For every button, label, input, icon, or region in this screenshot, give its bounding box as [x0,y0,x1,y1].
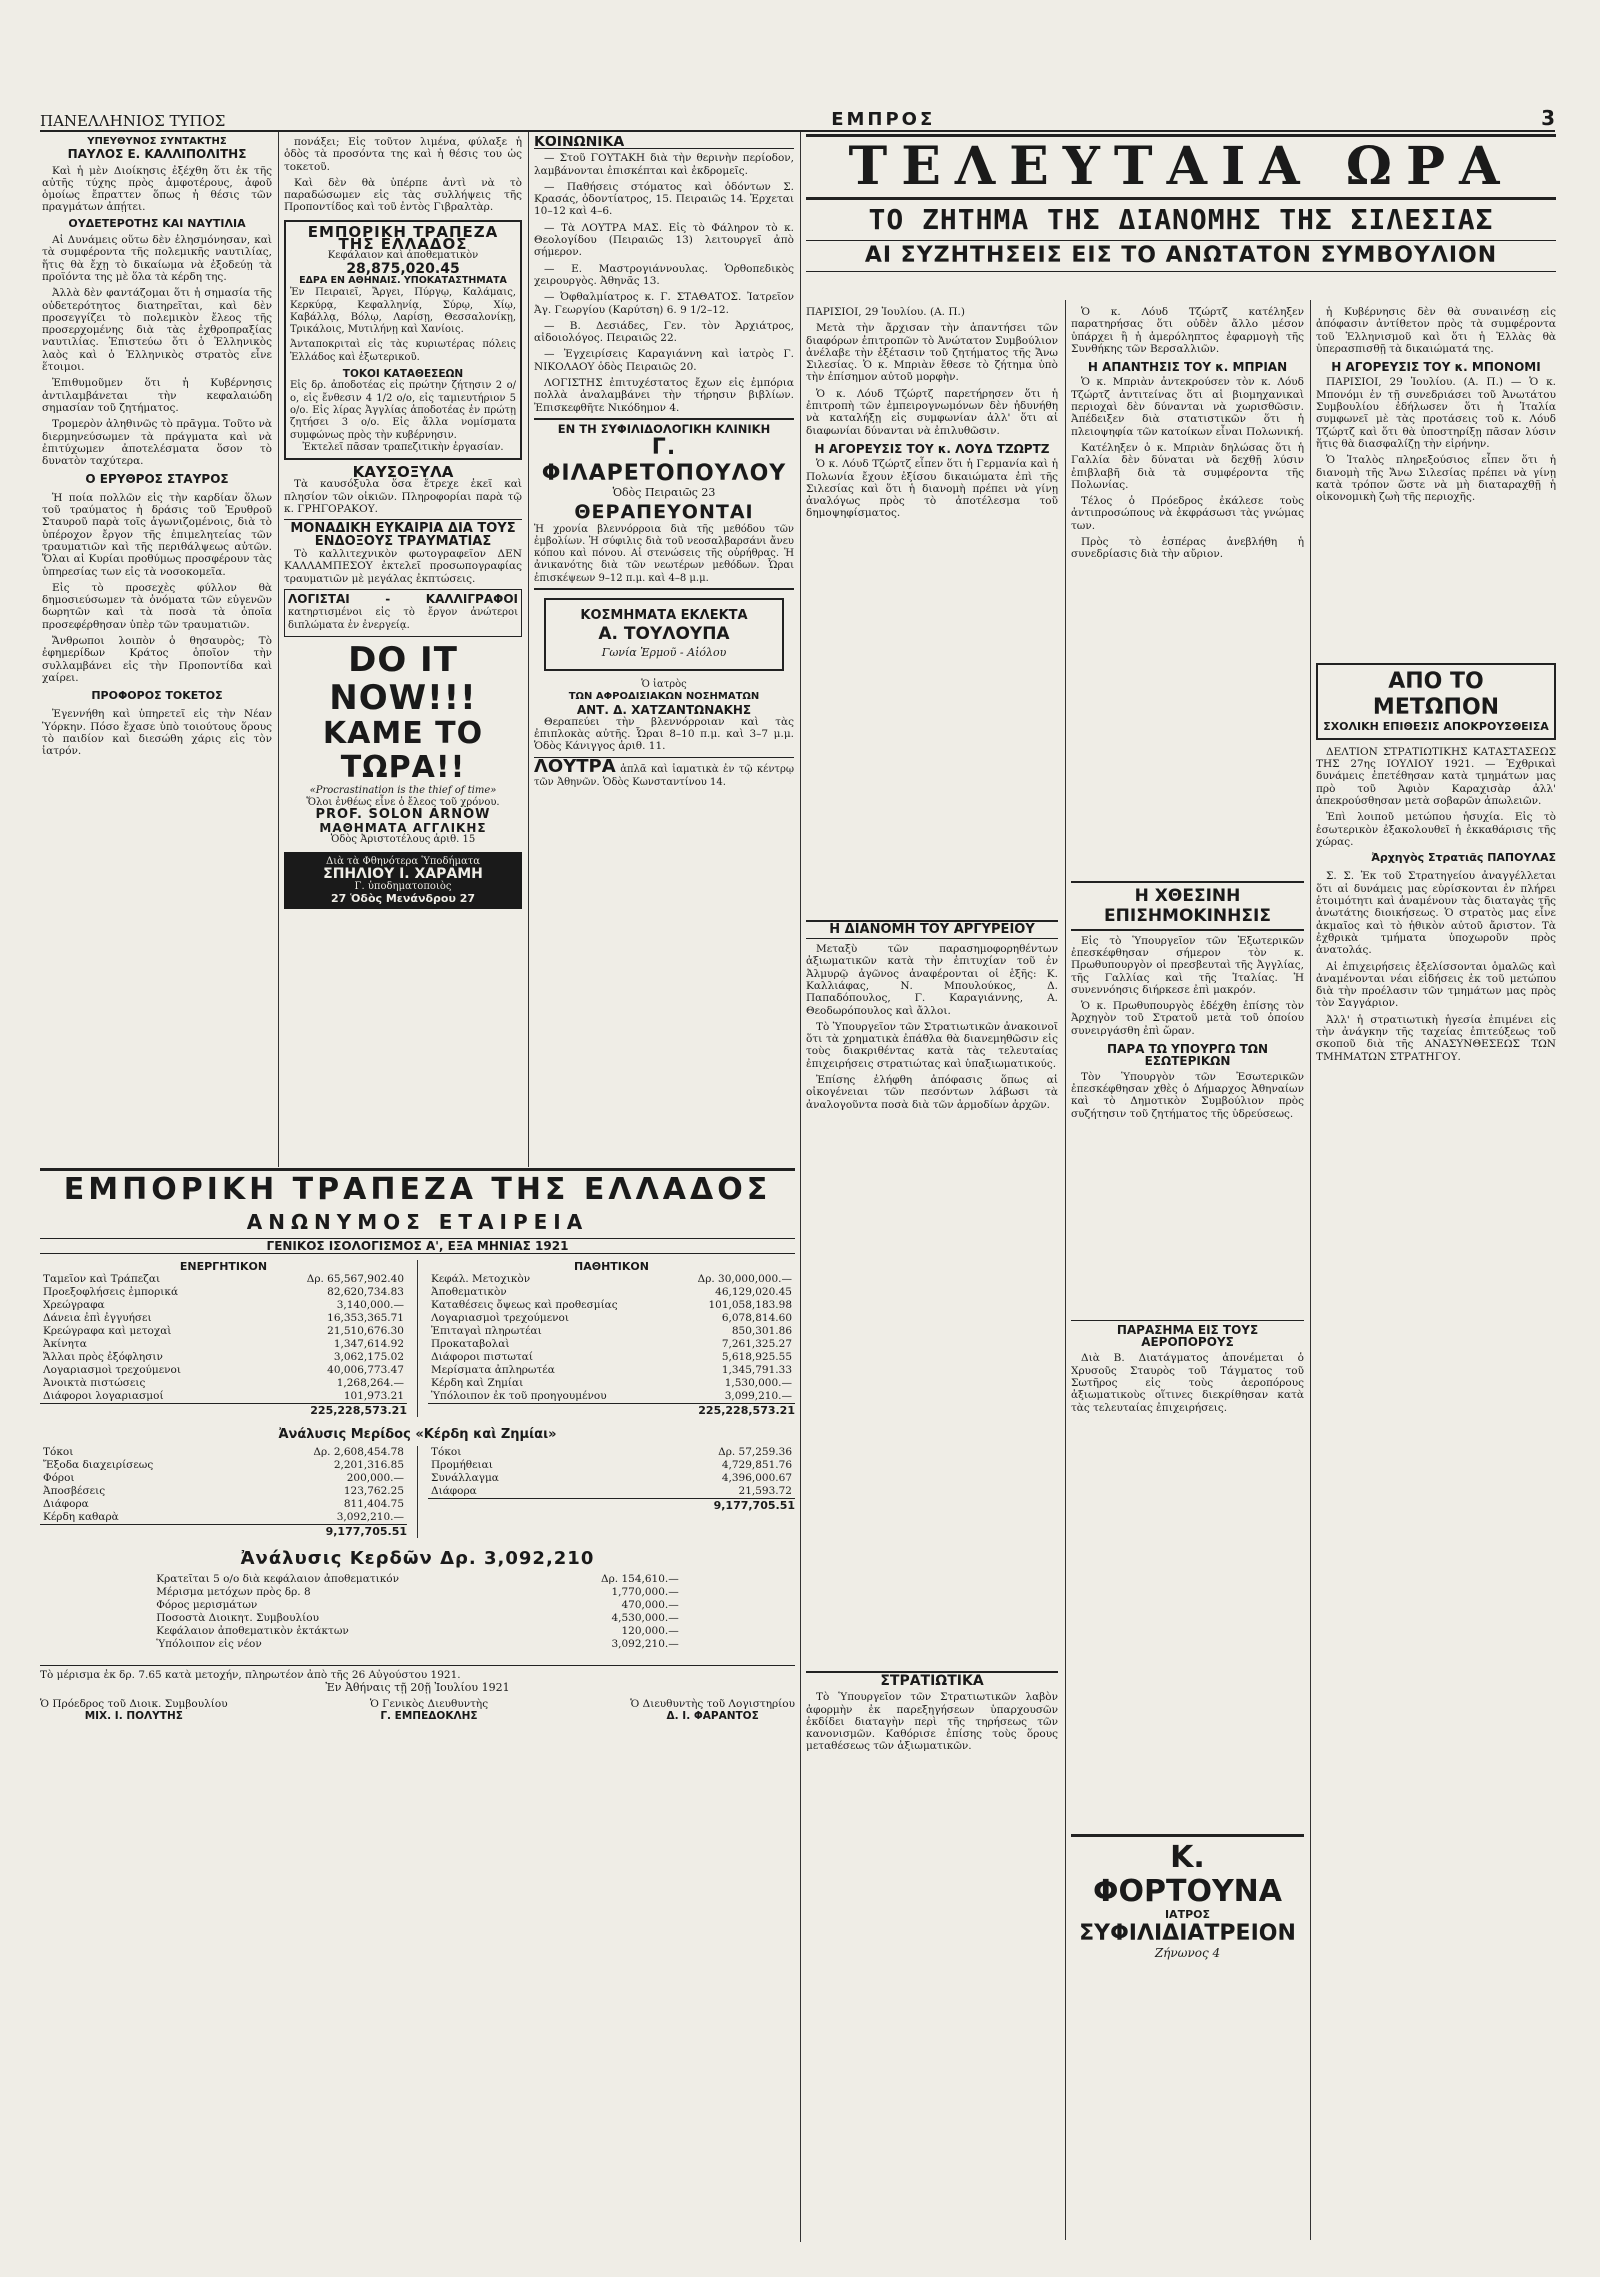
article-dateline: ΠΑΡΙΣΙΟΙ, 29 Ἰουλίου. (Α. Π.) [806,306,965,318]
deposits-hours: Ἐκτελεῖ πᾶσαν τραπεζιτικὴν ἐργασίαν. [302,441,504,453]
fortouna-ad [1071,1834,1304,1960]
fortouna-clinic: ΣΥΦΙΛΙΔΙΑΤΡΕΙΟΝ [1079,1921,1296,1947]
table-row [428,1485,795,1498]
article-paragraph: Διὰ Β. Διατάγματος ἀπονέμεται ὁ Χρυσοῦς Σταυρὸς τοῦ Τάγματος τοῦ Σωτῆρος εἰς τοὺς ἀεροπόρους ἀξιωματικοὺς οἵτινες διεκρίθησαν κατὰ τὰς τελευταίας ἐπιχειρήσεις. [1071,1352,1304,1414]
social-item: — Ὀφθαλμίατρος κ. Γ. ΣΤΑΘΑΤΟΣ. Ἰατρεῖον Ἀγ. Γεωργίου (Καρύτση) 6. 9 1/2–12. [534,291,794,316]
article-heading: Η ΑΓΟΡΕΥΣΙΣ ΤΟΥ κ. ΛΟΥΔ ΤΖΩΡΤΖ [814,441,1050,456]
jewel-top: ΚΟΣΜΗΜΑΤΑ ΕΚΛΕΚΤΑ [580,608,748,624]
table-row [428,1390,795,1403]
passive-table [428,1273,795,1403]
article-paragraph: Μετὰ τὴν ἄρχισαν τὴν ἀπαντήσει τῶν διαφόρων ἐπιτροπῶν τὸ Ἀνώτατον Συμβούλιον ἀνέλαβε τὴν ἐξέτασιν τοῦ ζητήματος τῆς Ἄνω Σιλεσίας. Ὁ κ. Μπριὰν ἔθεσε τὸ ζήτημα ὑπὸ τὴν ἐπίσημον αὐτοῦ μορφὴν. [806,322,1058,384]
passive-label: ΠΑΘΗΤΙΚΟΝ [574,1260,649,1273]
signature-block [630,1698,795,1722]
statement-company: ΑΝΩΝΥΜΟΣ ΕΤΑΙΡΕΙΑ [246,1210,589,1234]
clinic-ad [534,418,794,590]
table-row [428,1459,795,1472]
pl-credit-table [428,1446,795,1498]
row-label: Διάφορα [43,1498,89,1510]
article-paragraph: πονάξει; Εἰς τοῦτον λιμένα, φύλαξε ἡ ὁδὸς τὰ προσόντα της καὶ ἡ θέσις του ὡς τοκετοῦ. [284,136,522,173]
loutra-ad [534,757,794,790]
row-label: Προεξοφλήσεις ἐμπορικά [43,1286,179,1298]
table-row [40,1498,407,1511]
clinic-address: Ὁδὸς Πειραιῶς 23 [612,486,716,500]
row-label: Ὑπόλοιπον ἐκ τοῦ προηγουμένου [431,1390,607,1402]
row-amount: 1,530,000.— [724,1377,792,1389]
row-amount: 21,510,676.30 [327,1325,404,1337]
footer-note: Τὸ μέρισμα ἐκ δρ. 7.65 κατὰ μετοχήν, πληρωτέον ἀπὸ τῆς 26 Αὐγούστου 1921. [40,1665,795,1681]
pl-title: Ἀνάλυσις Μερίδος «Κέρδη καὶ Ζημίαι» [278,1427,557,1442]
statement-bank: ΕΜΠΟΡΙΚΗ ΤΡΑΠΕΖΑ ΤΗΣ ΕΛΛΑΔΟΣ [63,1172,772,1207]
column-6 [1316,306,1556,2241]
table-row [153,1573,682,1586]
signature-block [370,1698,488,1722]
doctor-text: Θεραπεύει τὴν βλεννόρροιαν καὶ τὰς ἐπιπλοκὰς αὐτῆς. Ὧραι 8–10 π.μ. καὶ 3–7 μ.μ. Ὁδὸς Κάνιγγος ἀριθ. 11. [534,715,794,753]
clinic-top: ΕΝ ΤΗ ΣΥΦΙΛΙΔΟΛΟΓΙΚΗ ΚΛΙΝΙΚΗ [557,421,771,436]
row-amount: Δρ. 30,000,000.— [697,1273,792,1285]
ad-heading: ΜΟΝΑΔΙΚΗ ΕΥΚΑΙΡΙΑ ΔΙΑ ΤΟΥΣ ΕΝΔΟΞΟΥΣ ΤΡΑΥΜΑΤΙΑΣ [284,519,522,548]
column-rule [800,132,801,2242]
article-paragraph: Τὸ Ὑπουργεῖον τῶν Στρατιωτικῶν ἀνακοινοῖ ὅτι τὰ χρηματικὰ ἐπάθλα θὰ διανεμηθῶσιν εἰς τοὺς διακριθέντας κατὰ τὰς τελευταίας ἐπιχειρήσεις στρατιώτας καὶ ὑπαξιωματικούς. [806,1020,1058,1070]
statement-subtitle: ΓΕΝΙΚΟΣ ΙΣΟΛΟΓΙΣΜΟΣ Α', ΕΞΑ ΜΗΝΙΑΣ 1921 [40,1238,795,1254]
table-row [40,1338,407,1351]
article-paragraph: Ἐπιθυμοῦμεν ὅτι ἡ Κυβέρνησις ἀντιλαμβάνεται τὴν κεφαλαιώδη σημασίαν τοῦ ζητήματος. [42,377,272,414]
table-row [40,1446,407,1459]
row-amount: 16,353,365.71 [327,1312,404,1324]
article-paragraph: ΔΕΛΤΙΟΝ ΣΤΡΑΤΙΩΤΙΚΗΣ ΚΑΤΑΣΤΑΣΕΩΣ ΤΗΣ 27ης ΙΟΥΛΙΟΥ 1921. — Ἐχθρικαὶ δυνάμεις ἐπετέθησαν κατὰ τμημάτων μας πρὸ τοῦ Ἀφιὸν Καραχισὰρ ἀλλ' ἀπεκρούσθησαν μετὰ σοβαρῶν ἀπωλειῶν. [1316,745,1556,807]
row-label: Ἔξοδα διαχειρίσεως [43,1459,154,1471]
front-title: ΑΠΟ ΤΟ ΜΕΤΩΠΟΝ [1372,669,1500,721]
row-label: Συνάλλαγμα [431,1472,499,1484]
row-label: Προμήθειαι [431,1459,493,1471]
article-paragraph: Ἐπὶ λοιποῦ μετώπου ἡσυχία. Εἰς τὸ ἐσωτερικὸν ἐξακολουθεῖ ἡ ἐκκαθάρισις τῆς χώρας. [1316,811,1556,848]
front-box [1316,663,1556,739]
table-row [428,1377,795,1390]
banner-headline: ΤΟ ΖΗΤΗΜΑ ΤΗΣ ΔΙΑΝΟΜΗΣ ΤΗΣ ΣΙΛΕΣΙΑΣ [868,203,1494,236]
table-row [428,1299,795,1312]
table-row [40,1286,407,1299]
article-heading: Η ΑΠΑΝΤΗΣΙΣ ΤΟΥ κ. ΜΠΡΙΑΝ [1087,360,1288,375]
statement-divider [417,1260,418,1417]
pl-credit-side [428,1446,795,1538]
signature-name: Δ. Ι. ΦΑΡΑΝΤΟΣ [666,1710,759,1722]
article-paragraph: Καὶ δὲν θὰ ὑπέρπε ἀντὶ νὰ τὸ παραδώσωμεν εἰς τὰς συλλήψεις τῆς Προποντίδος καὶ τοῦ ἐντὸς Γιβραλτὰρ. [284,176,522,214]
jewel-address: Γωνία Ἑρμοῦ - Αἰόλου [601,645,727,659]
social-item: — Β. Δεσιάδες, Γεν. τὸν Ἀρχιάτρος, αἰδοιολόγος. Πειραιῶς 22. [534,319,794,345]
clinic-cure: ΘΕΡΑΠΕΥΟΝΤΑΙ [574,500,754,523]
table-row [40,1273,407,1286]
table-row [40,1325,407,1338]
row-amount: 4,729,851.76 [721,1459,792,1471]
row-amount: 123,762.25 [343,1485,404,1497]
pl-debit-side [40,1446,407,1538]
ad-text: Τὸ καλλιτεχνικὸν φωτογραφεῖον ΔΕΝ ΚΑΛΛΑΜΠΕΣΟΥ ἐκτελεῖ προσωπογραφίας τραυματιῶν μὲ μεγάλας ἐκπτώσεις. [284,547,522,585]
procrastination-quote: «Procrastination is the thief of time» [309,784,497,796]
row-amount: 811,404.75 [343,1498,404,1510]
row-amount: 850,301.86 [731,1325,792,1337]
social-item: — Τὰ ΛΟΥΤΡΑ ΜΑΣ. Εἰς τὸ Φάληρον τὸ κ. Θεολογίδου (Πειραιῶς 13) λειτουργεῖ ἀπὸ σήμερον. [534,221,794,259]
table-row [40,1377,407,1390]
clinic-text: Ἡ χρονία βλεννόρροια διὰ τῆς μεθόδου τῶν ἐμβολίων. Ἡ σύφιλις διὰ τοῦ νεοσαλβαρσάνι ἄνευ κόπου καὶ πόνου. Αἱ στενώσεις τῆς οὐρήθρας. Ἡ ἀνικανότης διὰ τῶν νεωτέρων μεθόδων. Ὧραι ἐπισκέψεων 9–12 π.μ. καὶ 4–8 μ.μ. [534,523,794,584]
table-row [428,1338,795,1351]
row-label: Κεφάλαιον ἀποθεματικὸν ἐκτάκτων [156,1625,349,1637]
social-item: — Ἐγχειρίσεις Καραγιάννη καὶ ἰατρὸς Γ. ΝΙΚΟΛΑΟΥ ὁδὸς Πειραιῶς 20. [534,348,794,373]
row-label: Ἀκίνητα [43,1338,87,1350]
bank-ad-branches: Ἐν Πειραιεῖ, Ἄργει, Πύργῳ, Καλάμαις, Κερκύρᾳ, Κεφαλληνίᾳ, Σύρῳ, Χίῳ, Καβάλλᾳ, Βόλῳ, Λαρίσῃ, Θεσσαλονίκῃ, Τρικάλοις, Μυτιλήνῃ καὶ Χανίοις. [290,287,516,336]
editor-label: ΥΠΕΥΘΥΝΟΣ ΣΥΝΤΑΚΤΗΣ [87,136,227,147]
row-amount: 101,058,183.98 [708,1299,792,1311]
signature: Ἀρχηγὸς Στρατιᾶς ΠΑΠΟΥΛΑΣ [1371,851,1556,865]
article-heading: Η ΑΓΟΡΕΥΣΙΣ ΤΟΥ κ. ΜΠΟΝΟΜΙ [1331,360,1541,375]
row-label: Καταθέσεις ὄψεως καὶ προθεσμίας [431,1299,618,1311]
row-label: Ὑπόλοιπον εἰς νέον [156,1638,262,1650]
pl-debit-table [40,1446,407,1524]
ad-heading: ΚΑΥΣΟΞΥΛΑ [352,463,454,482]
table-row [428,1325,795,1338]
bank-ad-capital: 28,875,020.45 [346,260,460,277]
row-amount: 21,593.72 [738,1485,792,1497]
column-5 [1071,306,1304,2241]
banner-title-frame [806,134,1556,200]
row-label: Κέρδη καθαρὰ [43,1511,119,1523]
table-row [428,1472,795,1485]
table-row [40,1312,407,1325]
row-amount: 3,140,000.— [336,1299,404,1311]
ad-text: Τὰ καυσόξυλα ὅσα ἔτρεχε ἐκεῖ καὶ πλησίον τῶν οἰκιῶν. Πληροφορίαι παρὰ τῷ κ. ΓΡΗΓΟΡΑΚΟΥ. [284,478,522,516]
masthead-left: ΠΑΝΕΛΛΗΝΙΟΣ ΤΥΠΟΣ [40,112,226,130]
table-row [40,1299,407,1312]
pl-credit-total: 9,177,705.51 [428,1498,795,1512]
row-amount: Δρ. 154,610.— [601,1573,679,1585]
row-label: Κέρδη καὶ Ζημίαι [431,1377,524,1389]
row-label: Διάφοροι λογαριασμοί [43,1390,164,1402]
footer-date: Ἐν Ἀθήναις τῇ 20ῇ Ἰουλίου 1921 [325,1681,510,1694]
balance-sheet [40,1260,795,1417]
article-paragraph: Εἰς τὸ Ὑπουργεῖον τῶν Ἐξωτερικῶν ἐπεσκέφθησαν σήμερον τὸν κ. Πρωθυπουργὸν οἱ πρεσβευταὶ τῆς Ἀγγλίας, τῆς Γαλλίας καὶ τῆς Ἰταλίας. Ἡ συνεννόησις διήρκεσε ἐπὶ μακρόν. [1071,934,1304,996]
table-row [40,1511,407,1524]
deposits-title: ΤΟΚΟΙ ΚΑΤΑΘΕΣΕΩΝ [342,368,464,381]
table-row [40,1459,407,1472]
social-item: — Παθήσεις στόματος καὶ ὀδόντων Σ. Κρασάς, ὀδοντίατρος, 15. Πειραιῶς 14. Ἐρχεται 10–12 καὶ 4–6. [534,180,794,218]
row-label: Ταμεῖον καὶ Τράπεζαι [43,1273,161,1285]
active-label: ΕΝΕΡΓΗΤΙΚΟΝ [179,1260,268,1273]
article-paragraph: Μεταξὺ τῶν παρασημοφορηθέντων ἀξιωματικῶν κατὰ τὴν ἐπιτυχίαν τοῦ ἐν Ἀλμυρῷ ἀγῶνος ἀναφέρονται οἱ ἑξῆς: Κ. Καλλιάφας, Ν. Μπουλούκος, Δ. Παπαδόπουλος, Γ. Καραγιάννης, Α. Θεοδωρόπουλος καὶ ἄλλοι. [806,943,1058,1017]
table-row [153,1612,682,1625]
row-label: Φόροι [43,1472,75,1484]
bank-ad-title: ΕΜΠΟΡΙΚΗ ΤΡΑΠΕΖΑ ΤΗΣ ΕΛΛΑΔΟΣ [307,222,499,254]
article-paragraph: Ἐγεννήθη καὶ ὑπηρετεῖ εἰς τὴν Νέαν Ὑόρκην. Πόσο ἔχασε ὑπὸ τοιούτους ὅρους τὸ παιδίον καὶ διεσώθη χάρις εἰς τὸν ἰατρόν. [42,708,272,758]
row-amount: 1,347,614.92 [333,1338,404,1350]
row-amount: Δρ. 57,259.36 [718,1446,792,1458]
ad-heading: ΛΟΓΙΣΤΑΙ - ΚΑΛΛΙΓΡΑΦΟΙ [288,591,518,606]
arnow-address: Ὁδὸς Ἀριστοτέλους ἀριθ. 15 [330,833,476,845]
row-amount: 3,092,210.— [336,1511,404,1523]
row-amount: 200,000.— [346,1472,404,1484]
row-amount: 4,530,000.— [611,1612,679,1624]
row-amount: Δρ. 65,567,902.40 [306,1273,404,1285]
row-label: Ἀποθεματικὸν [431,1286,507,1298]
row-amount: 5,618,925.55 [721,1351,792,1363]
table-row [428,1286,795,1299]
row-label: Χρεώγραφα [43,1299,105,1311]
row-amount: 3,062,175.02 [333,1351,404,1363]
row-label: Διάφοροι πιστωταί [431,1351,533,1363]
article-heading: Η ΔΙΑΝΟΜΗ ΤΟΥ ΑΡΓΥΡΕΙΟΥ [806,920,1058,939]
bank-ad-capital-label: Κεφάλαιον καὶ ἀποθεματικὸν [327,250,479,262]
row-label: Ἀποσβέσεις [43,1485,106,1497]
harami-sub: Γ. ὑποδηματοποιὸς [354,880,452,892]
front-subtitle: ΣΧΟΛΙΚΗ ΕΠΙΘΕΣΙΣ ΑΠΟΚΡΟΥΣΘΕΙΣΑ [1323,720,1549,734]
row-label: Δάνεια ἐπὶ ἐγγυήσει [43,1312,152,1324]
row-label: Ἀνοικτὰ πιστώσεις [43,1377,146,1389]
signature-role: Ὁ Γενικὸς Διευθυντὴς [369,1698,489,1710]
column-rule [278,132,279,1167]
article-heading: Ο ΕΡΥΘΡΟΣ ΣΤΑΥΡΟΣ [85,472,229,487]
banner-title: ΤΕΛΕΥΤΑΙΑ ΩΡΑ [848,136,1514,197]
article-paragraph: Τρομερὸν ἀληθινῶς τὸ πρᾶγμα. Τοῦτο νὰ διερμηνεύσωμεν τὰ πράγματα καὶ νὰ ἐπιτύχωμεν ἀποτελέσματα ὅσον τὸ δυνατὸν ταχύτερα. [42,418,272,468]
row-label: Λογαριασμοὶ τρεχούμενοι [431,1312,569,1324]
article-paragraph: Πρὸς τὸ ἑσπέρας ἀνεβλήθη ἡ συνεδρίασις διὰ τὴν αὔριον. [1071,536,1304,561]
doctor-name: ΑΝΤ. Δ. ΧΑΤΖΑΝΤΩΝΑΚΗΣ [576,702,752,717]
bank-statement [40,1168,795,2246]
row-amount: 3,099,210.— [724,1390,792,1402]
article-heading: Η ΧΘΕΣΙΝΗ ΕΠΙΣΗΜΟΚΙΝΗΣΙΣ [1071,881,1304,931]
row-label: Κεφάλ. Μετοχικὸν [431,1273,531,1285]
row-amount: 470,000.— [621,1599,679,1611]
article-paragraph: Αἱ ἐπιχειρήσεις ἐξελίσσονται ὁμαλῶς καὶ ἀναμένονται νέαι εἰδήσεις ἐκ τοῦ μετώπου διὰ τὴν προέλασιν τῶν τμημάτων μας πρὸς τὸν Σαγγάριον. [1316,960,1556,1010]
table-row [428,1364,795,1377]
table-row [153,1599,682,1612]
row-amount: 40,006,773.47 [327,1364,404,1376]
row-label: Ἐπιταγαὶ πληρωτέαι [431,1325,542,1337]
signature-role: Ὁ Πρόεδρος τοῦ Διοικ. Συμβουλίου [40,1698,228,1710]
social-item: — Ε. Μαστρογιάννουλας. Ὁρθοπεδικὸς χειρουργὸς. Ἀθηνᾶς 13. [534,262,794,287]
row-label: Διάφορα [431,1485,477,1497]
social-heading: ΚΟΙΝΩΝΙΚΑ [534,136,794,149]
article-paragraph: Σ. Σ. Ἐκ τοῦ Στρατηγείου ἀναγγέλλεται ὅτι αἱ δυνάμεις μας εὑρίσκονται ἐν πλήρει ἑτοιμότητι καὶ ἀναμένουν τὰς διαταγὰς τῆς ἀνωτάτης διοικήσεως. Ὁ στρατὸς μας εἶνε ἀκμαῖος καὶ τὸ ἠθικὸν αὐτοῦ ἄριστον. Τὰ ἐχθρικὰ τμήματα ὑποχωροῦν πρὸς ἀνατολάς. [1316,870,1556,957]
net-profit: Ἀνάλυσις Κερδῶν Δρ. 3,092,210 [240,1548,595,1569]
row-label: Κρατεῖται 5 ο/ο διὰ κεφάλαιον ἀποθεματικόν [156,1573,400,1585]
masthead-title: ΕΜΠΡΟΣ [831,109,936,130]
article-paragraph: Ὁ Ἰταλὸς πληρεξούσιος εἶπεν ὅτι ἡ διανομὴ τῆς Ἄνω Σιλεσίας πρέπει νὰ γίνῃ κατὰ τρόπον ὥστε νὰ μὴ διαταραχθῇ ἡ οἰκονομικὴ ζωὴ τῆς περιοχῆς. [1316,454,1556,504]
column-1 [42,136,272,1166]
bank-ad [284,220,522,460]
article-paragraph: Ἐπίσης ἐλήφθη ἀπόφασις ὅπως αἱ οἰκογένειαι τῶν πεσόντων λάβωσι τὰ ἀναλογοῦντα ποσὰ διὰ τῶν ἁρμοδίων ἀρχῶν. [806,1074,1058,1111]
social-item: — Στοῦ ΓΟΥΤΑΚΗ διὰ τὴν θερινὴν περίοδον, λαμβάνονται ἐπισκέπται καὶ ἐκδρομεῖς. [534,152,794,177]
table-row [428,1351,795,1364]
arnow-text: Ὅλοι ἐνθέως εἶνε ὁ ἔλεος τοῦ χρόνου. [306,796,500,808]
row-amount: 2,201,316.85 [333,1459,404,1471]
table-row [153,1625,682,1638]
article-paragraph: Ἀλλ' ἡ στρατιωτικὴ ἡγεσία ἐπιμένει εἰς τὴν ἀνάγκην τῆς ταχείας ἐπιτεύξεως τοῦ σκοποῦ διὰ τῆς ΑΝΑΣΥΝΘΕΣΕΩΣ ΤΩΝ ΤΜΗΜΑΤΩΝ ΣΤΡΑΤΗΓΟΥ. [1316,1013,1556,1063]
row-amount: 7,261,325.27 [721,1338,792,1350]
article-paragraph: ΠΑΡΙΣΙΟΙ, 29 Ἰουλίου. (Α. Π.) — Ὁ κ. Μπονόμι ἐν τῇ συνεδριάσει τοῦ Ἀνωτάτου Συμβουλίου ἐδήλωσεν ὅτι ἡ Ἰταλία συμφωνεῖ μὲ τὰς προτάσεις τοῦ κ. Λόυδ Τζώρτζ καὶ ὅτι θὰ ὑποστηρίξῃ πᾶσαν λύσιν ἥτις θὰ διασφαλίζῃ τὴν εἰρήνην. [1316,376,1556,450]
table-row [428,1446,795,1459]
active-side [40,1260,407,1417]
article-paragraph: Ὁ κ. Λόυδ Τζώρτζ κατέληξεν παρατηρήσας ὅτι οὐδὲν ἄλλο μέσον ὑπάρχει ἢ ἡ ἀμερόληπτος ἐφαρμογὴ τῆς Συνθήκης τῶν Βερσαλλιῶν. [1071,306,1304,355]
article-paragraph: Τέλος ὁ Πρόεδρος ἐκάλεσε τοὺς ἀντιπροσώπους νὰ ἐκφράσωσι τὰς γνώμας των. [1071,495,1304,532]
active-total: 225,228,573.21 [40,1403,407,1417]
table-row [153,1638,682,1651]
column-3 [534,136,794,1166]
do-it-now: DO IT NOW!!! [329,639,477,718]
article-paragraph: Κατέληξεν ὁ κ. Μπριὰν δηλώσας ὅτι ἡ Γαλλία δὲν δύναται νὰ δεχθῇ λύσιν ἐπιβλαβῆ διὰ τὰ συμφέροντα τῆς Πολωνίας. [1071,441,1304,491]
row-amount: 120,000.— [621,1625,679,1637]
table-row [40,1351,407,1364]
bank-ad-seat: ΕΔΡΑ ΕΝ ΑΘΗΝΑΙΣ. ΥΠΟΚΑΤΑΣΤΗΜΑΤΑ [299,274,507,286]
harami-name: ΣΠΗΛΙΟΥ Ι. ΧΑΡΑΜΗ [323,866,483,883]
article-paragraph: Ὁ κ. Πρωθυπουργὸς ἐδέχθη ἐπίσης τὸν Ἀρχηγὸν τοῦ Στρατοῦ μετὰ τοῦ ὁποίου συνειργάσθη ἐπὶ ὥραν. [1071,1000,1304,1037]
article-paragraph: Ἡ ποία πολλῶν εἰς τὴν καρδίαν ὅλων τοῦ τραύματος ἡ δράσις τοῦ Ἐρυθροῦ Σταυροῦ παρὰ τοῖς ἀγωνιζομένοις, διὰ τὸ ὑπέροχον ἔργον τῆς ἐπιμελητείας τῶν τραυματιῶν καὶ τῆς περιθάλψεως αὐτῶν. Ὅλαι αἱ Κυρίαι προθύμως προσφέρουν τὰς ὑπηρεσίας των εἰς τὰ νοσοκομεῖα. [42,491,272,578]
arnow-course: ΜΑΘΗΜΑΤΑ ΑΓΓΛΙΚΗΣ [319,820,487,835]
doctor-top: Ὁ ἰατρὸς [641,678,687,690]
row-amount: Δρ. 2,608,454.78 [313,1446,404,1458]
table-row [40,1472,407,1485]
signatures [40,1698,795,1722]
table-row [40,1390,407,1403]
row-label: Λογαριασμοὶ τρεχούμενοι [43,1364,181,1376]
signature-name: Γ. ΕΜΠΕΔΟΚΛΗΣ [380,1710,478,1722]
article-paragraph: Τὸ Ὑπουργεῖον τῶν Στρατιωτικῶν λαβὸν ἀφορμὴν ἐκ παρεξηγήσεων ὑπαρχουσῶν ἐκδίδει διαταγὴν περὶ τῆς τηρήσεως τῶν κανονισμῶν. Καθόρισε ἐπίσης τοὺς ὅρους μεταθέσεως τῶν ἀξιωματικῶν. [806,1691,1058,1753]
article-heading: ΠΡΟΦΟΡΟΣ ΤΟΚΕΤΟΣ [91,689,223,703]
article-paragraph: Αἱ Δυνάμεις οὕτω δὲν ἐλησμόνησαν, καὶ τὰ συμφέροντα τῆς πολεμικῆς ναυτιλίας, ἥτις θὰ ἔχῃ τὸ δικαίωμα νὰ ἐξοδεύῃ τὰ προϊόντα της μὲ ὅλα τὰ κέρδη της. [42,234,272,283]
fortouna-name: Κ. ΦΟΡΤΟΥΝΑ [1092,1839,1282,1909]
column-2 [284,136,522,1166]
row-label: Μερίσματα ἀπληρωτέα [431,1364,555,1376]
doctor-spec: ΤΩΝ ΑΦΡΟΔΙΣΙΑΚΩΝ ΝΟΣΗΜΑΤΩΝ [568,691,760,703]
row-label: Φόρος μερισμάτων [156,1599,258,1611]
row-amount: 4,396,000.67 [721,1472,792,1484]
page-number: 3 [1541,106,1555,130]
row-amount: 3,092,210.— [611,1638,679,1650]
column-rule [1065,300,1066,2240]
article-heading: ΠΑΡΑΣΗΜΑ ΕΙΣ ΤΟΥΣ ΑΕΡΟΠΟΡΟΥΣ [1071,1320,1304,1349]
signature-block [40,1698,228,1722]
article-paragraph: Ὁ κ. Λόυδ Τζώρτζ εἶπεν ὅτι ἡ Γερμανία καὶ ἡ Πολωνία ἔχουν ἐξίσου δικαιώματα ἐπὶ τῆς Σιλεσίας καὶ ὅτι ἡ διανομὴ πρέπει νὰ γίνῃ ἀναλόγως πρὸς τὸ ἀποτέλεσμα τοῦ δημοψηφίσματος. [806,458,1058,520]
kame-to-tora: ΚΑΜΕ ΤΟ ΤΩΡΑ!! [322,715,484,785]
article-paragraph: Τὸν Ὑπουργὸν τῶν Ἐσωτερικῶν ἐπεσκέφθησαν χθὲς ὁ Δήμαρχος Ἀθηναίων καὶ τὸ Δημοτικὸν Συμβούλιον πρὸς συζήτησιν τοῦ ζητήματος τῆς ὑδρεύσεως. [1071,1070,1304,1120]
column-rule [1310,300,1311,2240]
profit-loss [40,1446,795,1538]
deposits-text: Εἰς δρ. ἀποδοτέας εἰς πρώτην ζήτησιν 2 ο/ο, εἰς ἔνθεσιν 4 1/2 ο/ο, εἰς ταμιευτήριον 5 ο/ο. Εἰς λίρας Ἀγγλίας ἀποδοτέας ἐν πρώτῃ ζητήσει 3 ο/ο. Εἰς ἄλλα νομίσματα συμφώνως πρὸς τὴν κυβέρνησιν. [290,380,516,441]
signature-name: ΜΙΧ. Ι. ΠΟΛΥΤΗΣ [84,1710,183,1722]
row-label: Ποσοστὰ Διοικητ. Συμβουλίου [156,1612,319,1624]
column-4 [806,306,1058,2241]
row-label: Μέρισμα μετόχων πρὸς δρ. 8 [156,1586,311,1598]
loutra-text: ἁπλᾶ καὶ ἰαματικὰ ἐν τῷ κέντρῳ τῶν Ἀθηνῶν. Ὁδὸς Κωνσταντίνου 14. [534,763,794,788]
row-label: Τόκοι [43,1446,74,1458]
jewel-name: Α. ΤΟΥΛΟΥΠΑ [598,624,730,645]
active-table [40,1273,407,1403]
table-row [153,1586,682,1599]
fortouna-sub: ΙΑΤΡΟΣ [1164,1907,1211,1921]
social-item: ΛΟΓΙΣΤΗΣ ἐπιτυχέστατος ἔχων εἰς ἐμπόρια πολλὰ ἀναλαμβάνει τὴν τήρησιν βιβλίων. Ἐπισκεφθῆτε Νικόδημον 4. [534,377,794,414]
table-row [40,1485,407,1498]
fortouna-address: Ζήνωνος 4 [1154,1946,1221,1961]
row-label: Κρεώγραφα καὶ μετοχαὶ [43,1325,172,1337]
row-amount: 1,345,791.33 [721,1364,792,1376]
article-paragraph: Ὁ κ. Μπριὰν ἀντεκρούσεν τὸν κ. Λόυδ Τζώρτζ ἀντιτείνας ὅτι αἱ βιομηχανικαὶ περιοχαὶ δὲν δύνανται νὰ χωρισθῶσιν. Ἀπέδειξεν διὰ στατιστικῶν ὅτι ἡ πλειοψηφία τῶν κατοίκων εἶναι Πολωνική. [1071,376,1304,438]
loutra-title: ΛΟΥΤΡΑ [534,755,616,777]
article-paragraph: Καὶ ἡ μὲν Διοίκησις ἐξέχθη ὅτι ἐκ τῆς αὐτῆς τύχης πρὸς ἀμφοτέρους, ἀφοῦ ὁμοίως ἔπραττεν ὅπως ἡ θέσις τῶν πραγμάτων ἀπῄτει. [42,164,272,214]
signature-role: Ὁ Διευθυντὴς τοῦ Λογιστηρίου [630,1698,795,1710]
passive-total: 225,228,573.21 [428,1403,795,1417]
table-row [40,1364,407,1377]
column-rule [528,132,529,1167]
masthead [40,108,1555,132]
ad-box [284,589,522,637]
pl-debit-total: 9,177,705.51 [40,1524,407,1538]
editor-name: ΠΑΥΛΟΣ Ε. ΚΑΛΛΙΠΟΛΙΤΗΣ [67,147,247,162]
article-paragraph: ἡ Κυβέρνησις δὲν θὰ συναινέσῃ εἰς ἀπόφασιν ἀντίθετον πρὸς τὰ συμφέροντα τοῦ Ἑλληνισμοῦ καὶ ὅτι ἡ Ἑλλὰς θὰ ὑπερασπισθῇ τὰ δικαιώματά της. [1316,306,1556,355]
jewel-ad [544,598,784,671]
row-label: Τόκοι [431,1446,462,1458]
row-amount: 1,268,264.— [336,1377,404,1389]
row-amount: 1,770,000.— [611,1586,679,1598]
article-paragraph: Εἰς τὸ προσεχὲς φύλλον θὰ δημοσιεύσωμεν τὰ ὀνόματα τῶν εὐγενῶν δωρητῶν καὶ τὰ ποσὰ τὰ ὁποῖα προσεφέρθησαν ὑπὲρ τῶν τραυματιῶν. [42,581,272,631]
harami-top: Διὰ τὰ Φθηνότερα Ὑποδήματα [325,856,481,868]
row-amount: 6,078,814.60 [721,1312,792,1324]
distribution-table [153,1573,682,1651]
article-heading: ΣΤΡΑΤΙΩΤΙΚΑ [806,1671,1058,1687]
harami-address: 27 Ὁδὸς Μενάνδρου 27 [330,892,476,906]
banner-subhead: ΑΙ ΣΥΖΗΤΗΣΕΙΣ ΕΙΣ ΤΟ ΑΝΩΤΑΤΟΝ ΣΥΜΒΟΥΛΙΟΝ [806,240,1556,272]
bank-ad-note: Ἀνταποκριταὶ εἰς τὰς κυριωτέρας πόλεις Ἑλλάδος καὶ ἐξωτερικοῦ. [290,339,516,363]
row-label: Ἄλλαι πρὸς ἐξόφλησιν [43,1351,163,1363]
clinic-name: Γ. ΦΙΛΑΡΕΤΟΠΟΥΛΟΥ [541,435,787,487]
harami-ad [284,852,522,909]
article-heading: ΟΥΔΕΤΕΡΟΤΗΣ ΚΑΙ ΝΑΥΤΙΛΙΑ [68,216,246,230]
arnow-name: PROF. SOLON ARNOW [315,807,491,823]
article-paragraph: Ἀλλὰ δὲν φαντάζομαι ὅτι ἡ σημασία τῆς οὐδετερότητος διατηρεῖται, καὶ δὲν προσεγγίζει τὸ πολεμικὸν ἔλεος τῆς προσερχομένης διὰ τὰς ἐχθροπραξίας ναυτιλίας. Ἐπιστεύω ὅτι ὁ Ἑλληνικὸς λαὸς καὶ ὁ Ἑλληνικὸς στρατὸς εἶνε ἕτοιμοι. [42,287,272,374]
article-heading: ΠΑΡΑ ΤΩ ΥΠΟΥΡΓΩ ΤΩΝ ΕΣΩΤΕΡΙΚΩΝ [1106,1042,1269,1069]
row-amount: 82,620,734.83 [327,1286,404,1298]
table-row [428,1312,795,1325]
statement-divider [417,1446,418,1538]
row-amount: 101,973.21 [343,1390,404,1402]
row-amount: 46,129,020.45 [715,1286,792,1298]
article-paragraph: Ἄνθρωποι λοιπὸν ὁ θησαυρὸς; Τὸ ἐφημερίδων Κράτος ὁποῖον τὴν συλλαμβάνει εἰς τὴν Προποντίδα καὶ χαίρει. [42,634,272,684]
row-label: Προκαταβολαὶ [431,1338,510,1350]
ad-text: κατηρτισμένοι εἰς τὸ ἔργον ἀνώτεροι διπλώματα ἐν ἐνεργείᾳ. [288,607,518,632]
passive-side [428,1260,795,1417]
last-hour-banner [806,134,1556,300]
article-paragraph: Ὁ κ. Λόυδ Τζώρτζ παρετήρησεν ὅτι ἡ ἐπιτροπὴ τῶν ἐμπειρογνωμόνων δὲν ἠδυνήθη νὰ καταλήξῃ εἰς συμφωνίαν ἀλλ' ὅτι αἱ διαφωνίαι δύνανται νὰ ἐπιλυθῶσιν. [806,387,1058,437]
table-row [428,1273,795,1286]
